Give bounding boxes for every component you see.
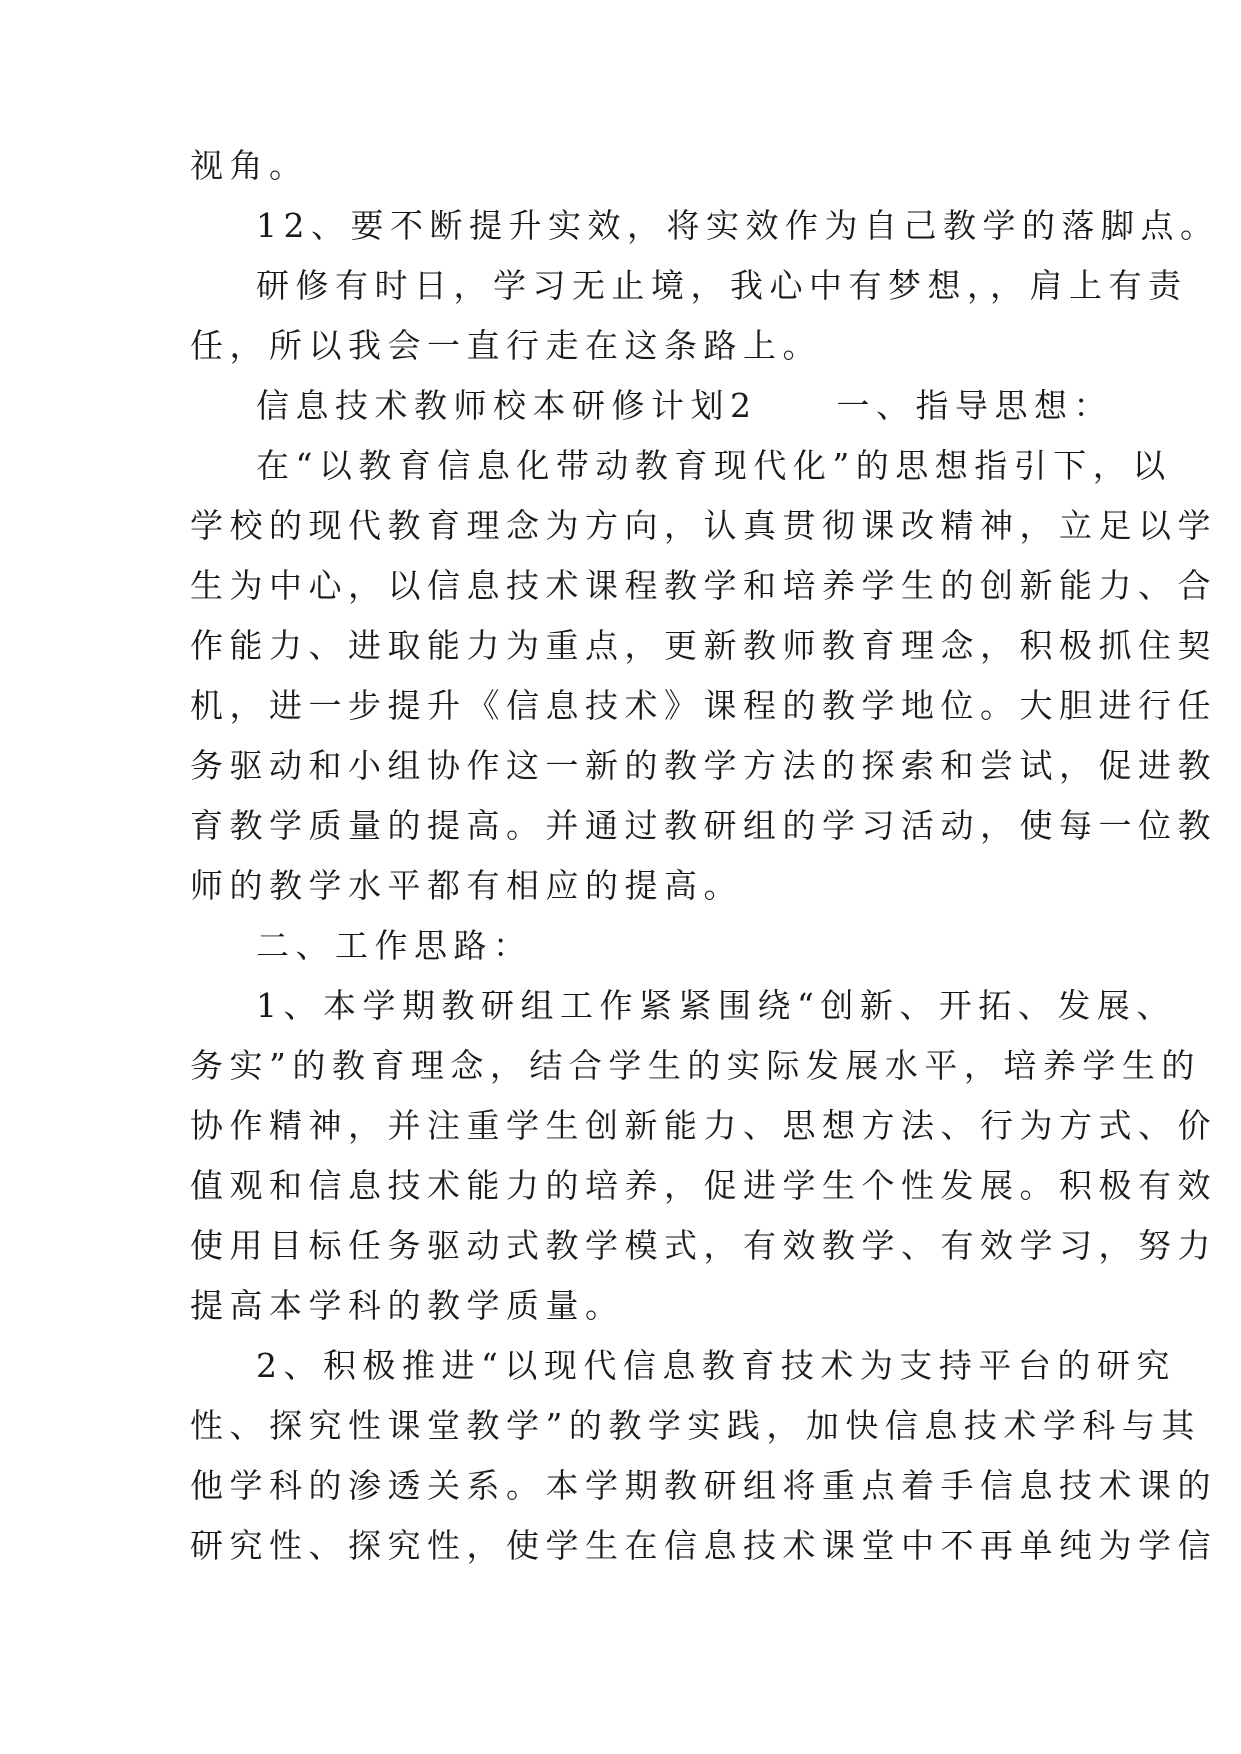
text-line: 1、本学期教研组工作紧紧围绕“创新、开拓、发展、	[256, 986, 1176, 1025]
text-line: 视角。	[190, 146, 309, 185]
text-line: 任，所以我会一直行走在这条路上。	[190, 326, 822, 365]
text-line: 生为中心，以信息技术课程教学和培养学生的创新能力、合	[190, 566, 1217, 605]
text-line: 使用目标任务驱动式教学模式，有效教学、有效学习，努力	[190, 1226, 1217, 1265]
text-line: 务实”的教育理念，结合学生的实际发展水平，培养学生的	[190, 1046, 1201, 1085]
text-line: 性、探究性课堂教学”的教学实践，加快信息技术学科与其	[190, 1406, 1201, 1445]
text-line: 学校的现代教育理念为方向，认真贯彻课改精神，立足以学	[190, 506, 1217, 545]
text-line: 研究性、探究性，使学生在信息技术课堂中不再单纯为学信	[190, 1526, 1217, 1565]
text-line: 在“以教育信息化带动教育现代化”的思想指引下，以	[256, 446, 1172, 485]
section-heading: 二、工作思路：	[256, 926, 533, 965]
section-heading: 信息技术教师校本研修计划2 一、指导思想：	[256, 386, 1113, 425]
text-line: 12、要不断提升实效，将实效作为自己教学的落脚点。	[256, 206, 1220, 245]
text-line: 育教学质量的提高。并通过教研组的学习活动，使每一位教	[190, 806, 1217, 845]
text-line: 研修有时日，学习无止境，我心中有梦想，，肩上有责	[256, 266, 1188, 305]
text-line: 机，进一步提升《信息技术》课程的教学地位。大胆进行任	[190, 686, 1217, 725]
text-line: 值观和信息技术能力的培养，促进学生个性发展。积极有效	[190, 1166, 1217, 1205]
text-line: 务驱动和小组协作这一新的教学方法的探索和尝试，促进教	[190, 746, 1217, 785]
text-line: 作能力、进取能力为重点，更新教师教育理念，积极抓住契	[190, 626, 1217, 665]
text-line: 他学科的渗透关系。本学期教研组将重点着手信息技术课的	[190, 1466, 1217, 1505]
text-line: 2、积极推进“以现代信息教育技术为支持平台的研究	[256, 1346, 1176, 1385]
text-line: 提高本学科的教学质量。	[190, 1286, 625, 1325]
text-line: 协作精神，并注重学生创新能力、思想方法、行为方式、价	[190, 1106, 1217, 1145]
text-line: 师的教学水平都有相应的提高。	[190, 866, 743, 905]
